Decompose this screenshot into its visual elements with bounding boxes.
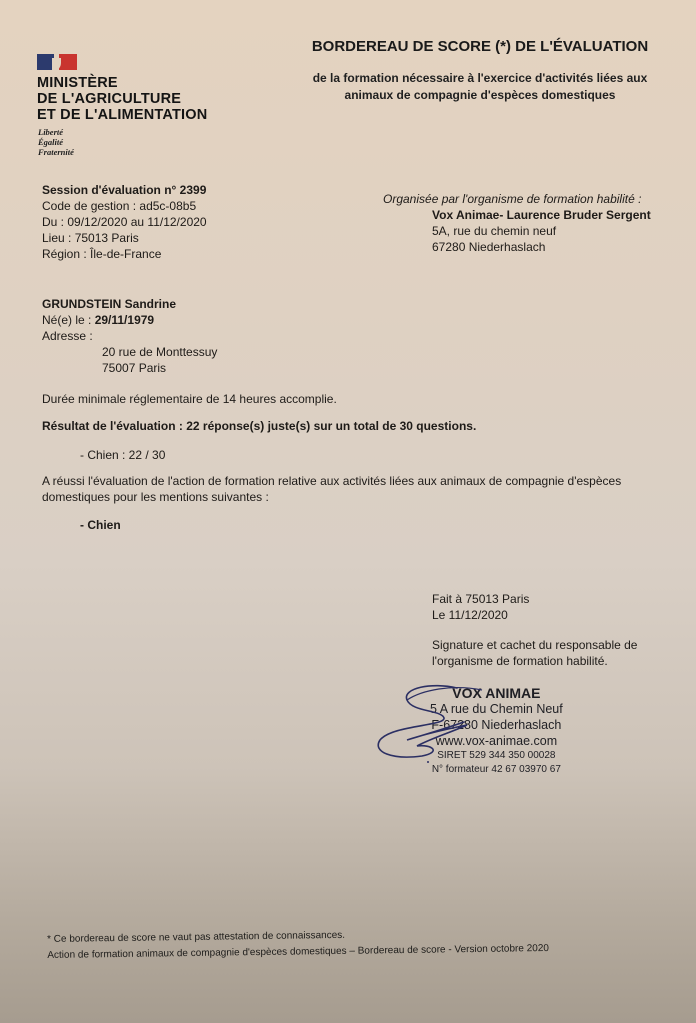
organizer-name: Vox Animae- Laurence Bruder Sergent <box>432 208 651 222</box>
success-line: A réussi l'évaluation de l'action de formation relative aux activités liées aux animaux de compagnie d'espèces <box>42 474 622 488</box>
address-label: Adresse : <box>42 329 93 343</box>
organizer-info <box>383 191 651 255</box>
republic-motto <box>38 127 74 157</box>
document-subtitle <box>270 70 690 104</box>
signature-place: Fait à 75013 Paris <box>432 592 530 606</box>
stamp-address2: F-67280 Niederhaslach <box>431 718 562 732</box>
mention-item: - Chien <box>80 518 121 532</box>
duration-text: Durée minimale réglementaire de 14 heures accomplie. <box>42 392 337 406</box>
session-title: Session d'évaluation n° 2399 <box>42 183 207 197</box>
stamp-address1: 5 A rue du Chemin Neuf <box>430 702 563 716</box>
session-code: Code de gestion : ad5c-08b5 <box>42 199 197 213</box>
signature-caption-line: l'organisme de formation habilité. <box>432 654 608 668</box>
result-detail: - Chien : 22 / 30 <box>80 448 166 462</box>
ministry-line: DE L'AGRICULTURE <box>37 91 182 107</box>
motto-line: Liberté <box>38 127 64 137</box>
document-title: BORDEREAU DE SCORE (*) DE L'ÉVALUATION <box>311 38 649 55</box>
footer-note: * Ce bordereau de score ne vaut pas attestation de connaissances. <box>47 929 346 945</box>
ministry-line: MINISTÈRE <box>37 75 118 91</box>
stamp-name: VOX ANIMAE <box>452 685 541 701</box>
session-region: Région : Île-de-France <box>42 247 162 261</box>
ministry-line: ET DE L'ALIMENTATION <box>37 107 208 123</box>
session-dates: Du : 09/12/2020 au 11/12/2020 <box>42 215 207 229</box>
footer <box>47 925 549 964</box>
motto-line: Fraternité <box>38 147 74 157</box>
success-statement <box>42 473 621 505</box>
handwritten-signature-icon <box>372 680 492 775</box>
session-location: Lieu : 75013 Paris <box>42 231 139 245</box>
stamp-formateur: N° formateur 42 67 03970 67 <box>431 764 561 775</box>
candidate-info <box>42 296 217 376</box>
motto-line: Égalité <box>38 137 64 147</box>
organizer-address-line2: 67280 Niederhaslach <box>432 240 546 254</box>
signature-caption-line: Signature et cachet du responsable de <box>432 638 638 652</box>
result-summary: Résultat de l'évaluation : 22 réponse(s) juste(s) sur un total de 30 questions. <box>42 419 477 433</box>
candidate-address-line2: 75007 Paris <box>102 361 167 375</box>
birth-label: Né(e) le : <box>42 313 95 327</box>
subtitle-line: animaux de compagnie d'espèces domestiques <box>344 88 616 102</box>
candidate-birth <box>42 312 217 328</box>
flag-red-band <box>59 54 77 70</box>
footer-version: Action de formation animaux de compagnie d'espèces domestiques – Bordereau de score - Version octobre 2020 <box>47 942 550 961</box>
organizer-intro: Organisée par l'organisme de formation habilité : <box>383 192 642 206</box>
candidate-address-line1: 20 rue de Monttessuy <box>102 345 218 359</box>
signature-date: Le 11/12/2020 <box>432 608 508 622</box>
subtitle-line: de la formation nécessaire à l'exercice d'activités liées aux <box>312 71 648 85</box>
organizer-address-line1: 5A, rue du chemin neuf <box>432 224 557 238</box>
stamp-siret: SIRET 529 344 350 00028 <box>437 750 556 761</box>
ministry-name <box>37 75 207 123</box>
marianne-logo-icon <box>37 54 77 70</box>
session-info <box>42 182 207 262</box>
success-line: domestiques pour les mentions suivantes : <box>42 490 269 504</box>
birth-date: 29/11/1979 <box>94 313 155 327</box>
signature-block <box>432 591 637 669</box>
candidate-name: GRUNDSTEIN Sandrine <box>42 297 177 311</box>
stamp-website: www.vox-animae.com <box>435 734 558 748</box>
